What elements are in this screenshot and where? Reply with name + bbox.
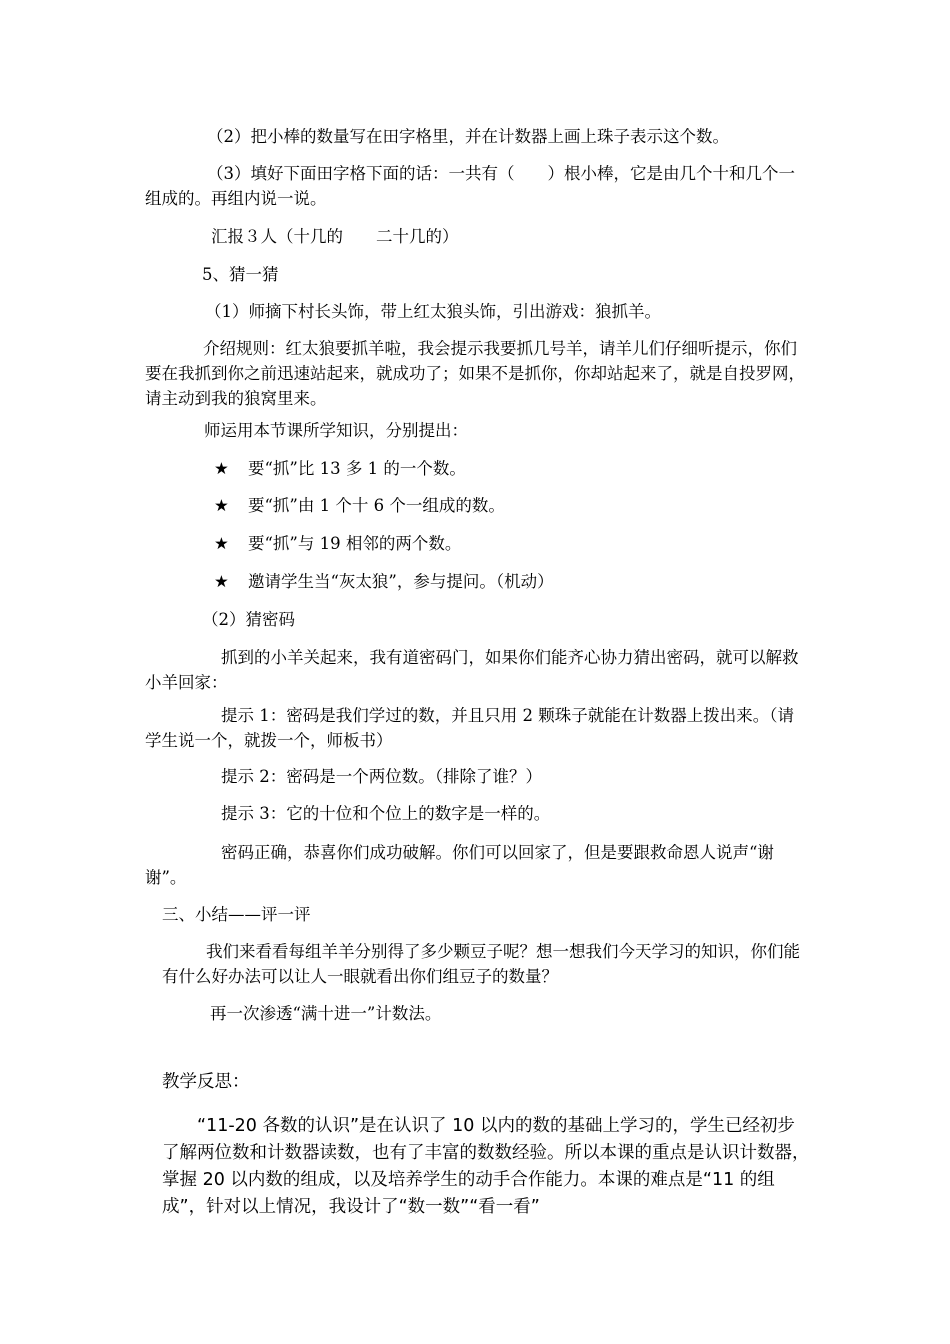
reflection-heading: 教学反思：	[162, 1072, 250, 1092]
star-icon: ★	[214, 572, 229, 591]
report-text: 汇报３人（十几的 二十几的）	[211, 227, 459, 246]
hint2-text: 提示 2：密码是一个两位数。（排除了谁？）	[221, 767, 542, 786]
hint3-text: 提示 3：它的十位和个位上的数字是一样的。	[221, 804, 551, 823]
teacher-uses-text: 师运用本节课所学知识，分别提出：	[204, 421, 468, 440]
bullet-item-3	[214, 531, 461, 556]
section5-heading: 5、猜一猜	[202, 265, 279, 284]
game-intro-text: （1）师摘下村长头饰，带上红太狼头饰，引出游戏：狼抓羊。	[205, 302, 661, 321]
star-icon: ★	[214, 496, 229, 515]
summary-para-2: 再一次渗透“满十进一”计数法。	[210, 1004, 442, 1023]
reflection-body: “11-20 各数的认识”是在认识了 10 以内的数的基础上学习的，学生已经初步了解两位数和计数器读数，也有了丰富的数数经验。所以本课的重点是认识计数器，掌握 20 以内数的组成，以及培养学生的动手合作能力。本课的难点是“11 的组成”，针对以上情况，我设计了“数一数”“看一看”	[162, 1116, 810, 1217]
summary-heading: 三、小结——评一评	[162, 905, 311, 924]
bullet-item-2	[214, 493, 505, 518]
hint1-text: 提示 1：密码是我们学过的数，并且只用 2 颗珠子就能在计数器上拨出来。（请学生说一个，就拨一个，师板书）	[145, 706, 794, 750]
summary-para-1: 我们来看看每组羊羊分别得了多少颗豆子呢？想一想我们今天学习的知识，你们能有什么好办法可以让人一眼就看出你们组豆子的数量？	[162, 942, 800, 986]
bullet-text: 邀请学生当“灰太狼”，参与提问。（机动）	[248, 572, 554, 591]
code-intro-text: 抓到的小羊关起来，我有道密码门，如果你们能齐心协力猜出密码，就可以解救小羊回家：	[145, 648, 799, 692]
step2-text: （2）把小棒的数量写在田字格里，并在计数器上画上珠子表示这个数。	[207, 127, 729, 146]
step3-text: （3）填好下面田字格下面的话：一共有（ ）根小棒，它是由几个十和几个一组成的。再组内说一说。	[145, 164, 795, 208]
code-correct-text: 密码正确，恭喜你们成功破解。你们可以回家了，但是要跟救命恩人说声“谢谢”。	[145, 843, 774, 887]
bullet-item-4	[214, 569, 554, 594]
guess-code-heading: （2）猜密码	[202, 610, 295, 629]
bullet-item-1	[214, 456, 466, 481]
bullet-text: 要“抓”由 1 个十 6 个一组成的数。	[248, 496, 505, 515]
bullet-text: 要“抓”比 13 多 1 的一个数。	[248, 459, 466, 478]
star-icon: ★	[214, 459, 229, 478]
rules-text: 介绍规则：红太狼要抓羊啦，我会提示我要抓几号羊，请羊儿们仔细听提示，你们要在我抓到你之前迅速站起来，就成功了；如果不是抓你，你却站起来了，就是自投罗网，请主动到我的狼窝里来。	[145, 339, 805, 408]
bullet-text: 要“抓”与 19 相邻的两个数。	[248, 534, 462, 553]
star-icon: ★	[214, 534, 229, 553]
